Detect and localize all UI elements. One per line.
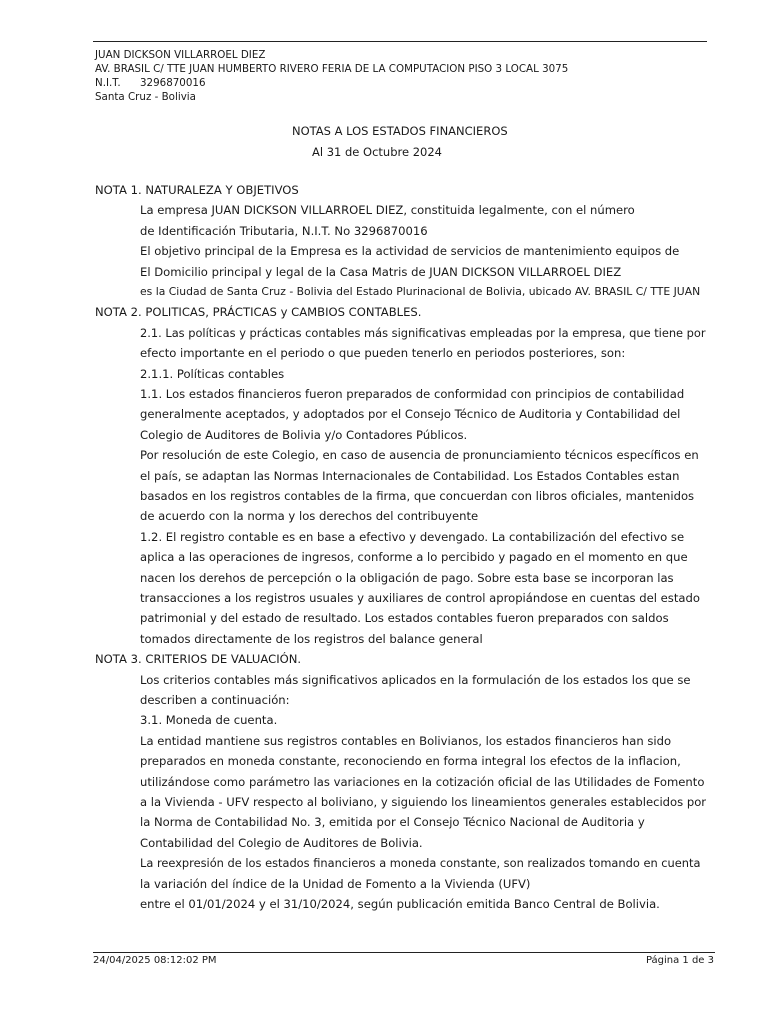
paragraph-line: generalmente aceptados, y adoptados por el Consejo Técnico de Auditoria y Contabilidad del [140, 407, 681, 422]
paragraph-line: basados en los registros contables de la firma, que concuerdan con libros oficiales, mantenidos [140, 489, 695, 503]
paragraph-line: patrimonial y del estado de resultado. Los estados contables fueron preparados con saldos [140, 611, 669, 626]
company-nit [95, 76, 568, 90]
paragraph-line: describen a continuación: [140, 693, 290, 707]
footer-rule [93, 952, 715, 953]
company-address: AV. BRASIL C/ TTE JUAN HUMBERTO RIVERO FERIA DE LA COMPUTACION PISO 3 LOCAL 3075 [95, 63, 569, 75]
paragraph-line: El Domicilio principal y legal de la Casa Matris de JUAN DICKSON VILLARROEL DIEZ [140, 264, 622, 279]
paragraph-line: Colegio de Auditores de Bolivia y/o Contadores Públicos. [140, 427, 468, 442]
header-rule [93, 41, 707, 42]
paragraph-line: 1.2. El registro contable es en base a efectivo y devengado. La contabilización del efectivo se [140, 529, 685, 544]
note-heading: NOTA 1. NATURALEZA Y OBJETIVOS [95, 183, 299, 197]
print-timestamp: 24/04/2025 08:12:02 PM [93, 955, 217, 966]
nit-value: 3296870016 [140, 77, 206, 89]
company-city: Santa Cruz - Bolivia [95, 91, 196, 103]
paragraph-line: a la Vivienda - UFV respecto al boliviano, y siguiendo los lineamientos generales establecidos por [140, 795, 707, 809]
paragraph-line: transacciones a los registros usuales y auxiliares de control apropiándose en cuentas del estado [140, 591, 700, 605]
paragraph-line: tomados directamente de los registros del balance general [140, 631, 483, 646]
paragraph-line: Contabilidad del Colegio de Auditores de Bolivia. [140, 835, 423, 850]
paragraph-line: el país, se adaptan las Normas Internacionales de Contabilidad. Los Estados Contables estan [140, 468, 680, 483]
page-number: Página 1 de 3 [645, 955, 714, 966]
paragraph-line: la variación del índice de la Unidad de Fomento a la Vivienda (UFV) [140, 876, 531, 891]
paragraph-line: 2.1. Las políticas y prácticas contables más significativas empleadas por la empresa, que tiene por [140, 325, 706, 340]
paragraph-line: de Identificación Tributaria, N.I.T. No 3296870016 [140, 223, 428, 238]
paragraph-line: La entidad mantiene sus registros contables en Bolivianos, los estados financieros han sido [140, 733, 672, 748]
paragraph-line: aplica a las operaciones de ingresos, conforme a lo percibido y pagado en el momento en que [140, 550, 688, 565]
paragraph-line: es la Ciudad de Santa Cruz - Bolivia del Estado Plurinacional de Bolivia, ubicado AV. BRASIL C/ TTE JUAN [140, 285, 701, 298]
note-heading: NOTA 3. CRITERIOS DE VALUACIÓN. [95, 652, 302, 667]
company-name: JUAN DICKSON VILLARROEL DIEZ [95, 49, 266, 61]
document-title: NOTAS A LOS ESTADOS FINANCIEROS [292, 124, 508, 138]
note-heading: NOTA 2. POLITICAS, PRÁCTICAS y CAMBIOS CONTABLES. [95, 305, 422, 320]
paragraph-line: entre el 01/01/2024 y el 31/10/2024, según publicación emitida Banco Central de Bolivia. [140, 897, 660, 911]
nit-label: N.I.T. [95, 77, 121, 89]
paragraph-line: efecto importante en el periodo o que pueden tenerlo en periodos posteriores, son: [140, 346, 626, 361]
paragraph-line: Por resolución de este Colegio, en caso de ausencia de pronunciamiento técnicos específicos en [140, 448, 699, 463]
paragraph-line: Los criterios contables más significativos aplicados en la formulación de los estados los que se [140, 672, 691, 687]
paragraph-line: La reexpresión de los estados financieros a moneda constante, son realizados tomando en cuenta [140, 856, 701, 871]
company-header [95, 48, 568, 104]
subsection-heading: 3.1. Moneda de cuenta. [140, 713, 278, 728]
paragraph-line: de acuerdo con la norma y los derechos del contribuyente [140, 509, 479, 524]
paragraph-line: la Norma de Contabilidad No. 3, emitida por el Consejo Técnico Nacional de Auditoria y [140, 815, 645, 830]
paragraph-line: El objetivo principal de la Empresa es la actividad de servicios de mantenimiento equipos de [140, 244, 680, 259]
document-date: Al 31 de Octubre 2024 [312, 145, 442, 159]
paragraph-line: La empresa JUAN DICKSON VILLARROEL DIEZ, constituida legalmente, con el número [140, 203, 635, 218]
subsection-heading: 2.1.1. Políticas contables [140, 366, 285, 381]
paragraph-line: preparados en moneda constante, reconociendo en forma integral los efectos de la inflacion, [140, 754, 681, 769]
paragraph-line: 1.1. Los estados financieros fueron preparados de conformidad con principios de contabilidad [140, 387, 685, 401]
paragraph-line: utilizándose como parámetro las variaciones en la cotización oficial de las Utilidades de Fomento [140, 774, 705, 789]
paragraph-line: nacen los derehos de percepción o la obligación de pago. Sobre esta base se incorporan las [140, 570, 674, 585]
